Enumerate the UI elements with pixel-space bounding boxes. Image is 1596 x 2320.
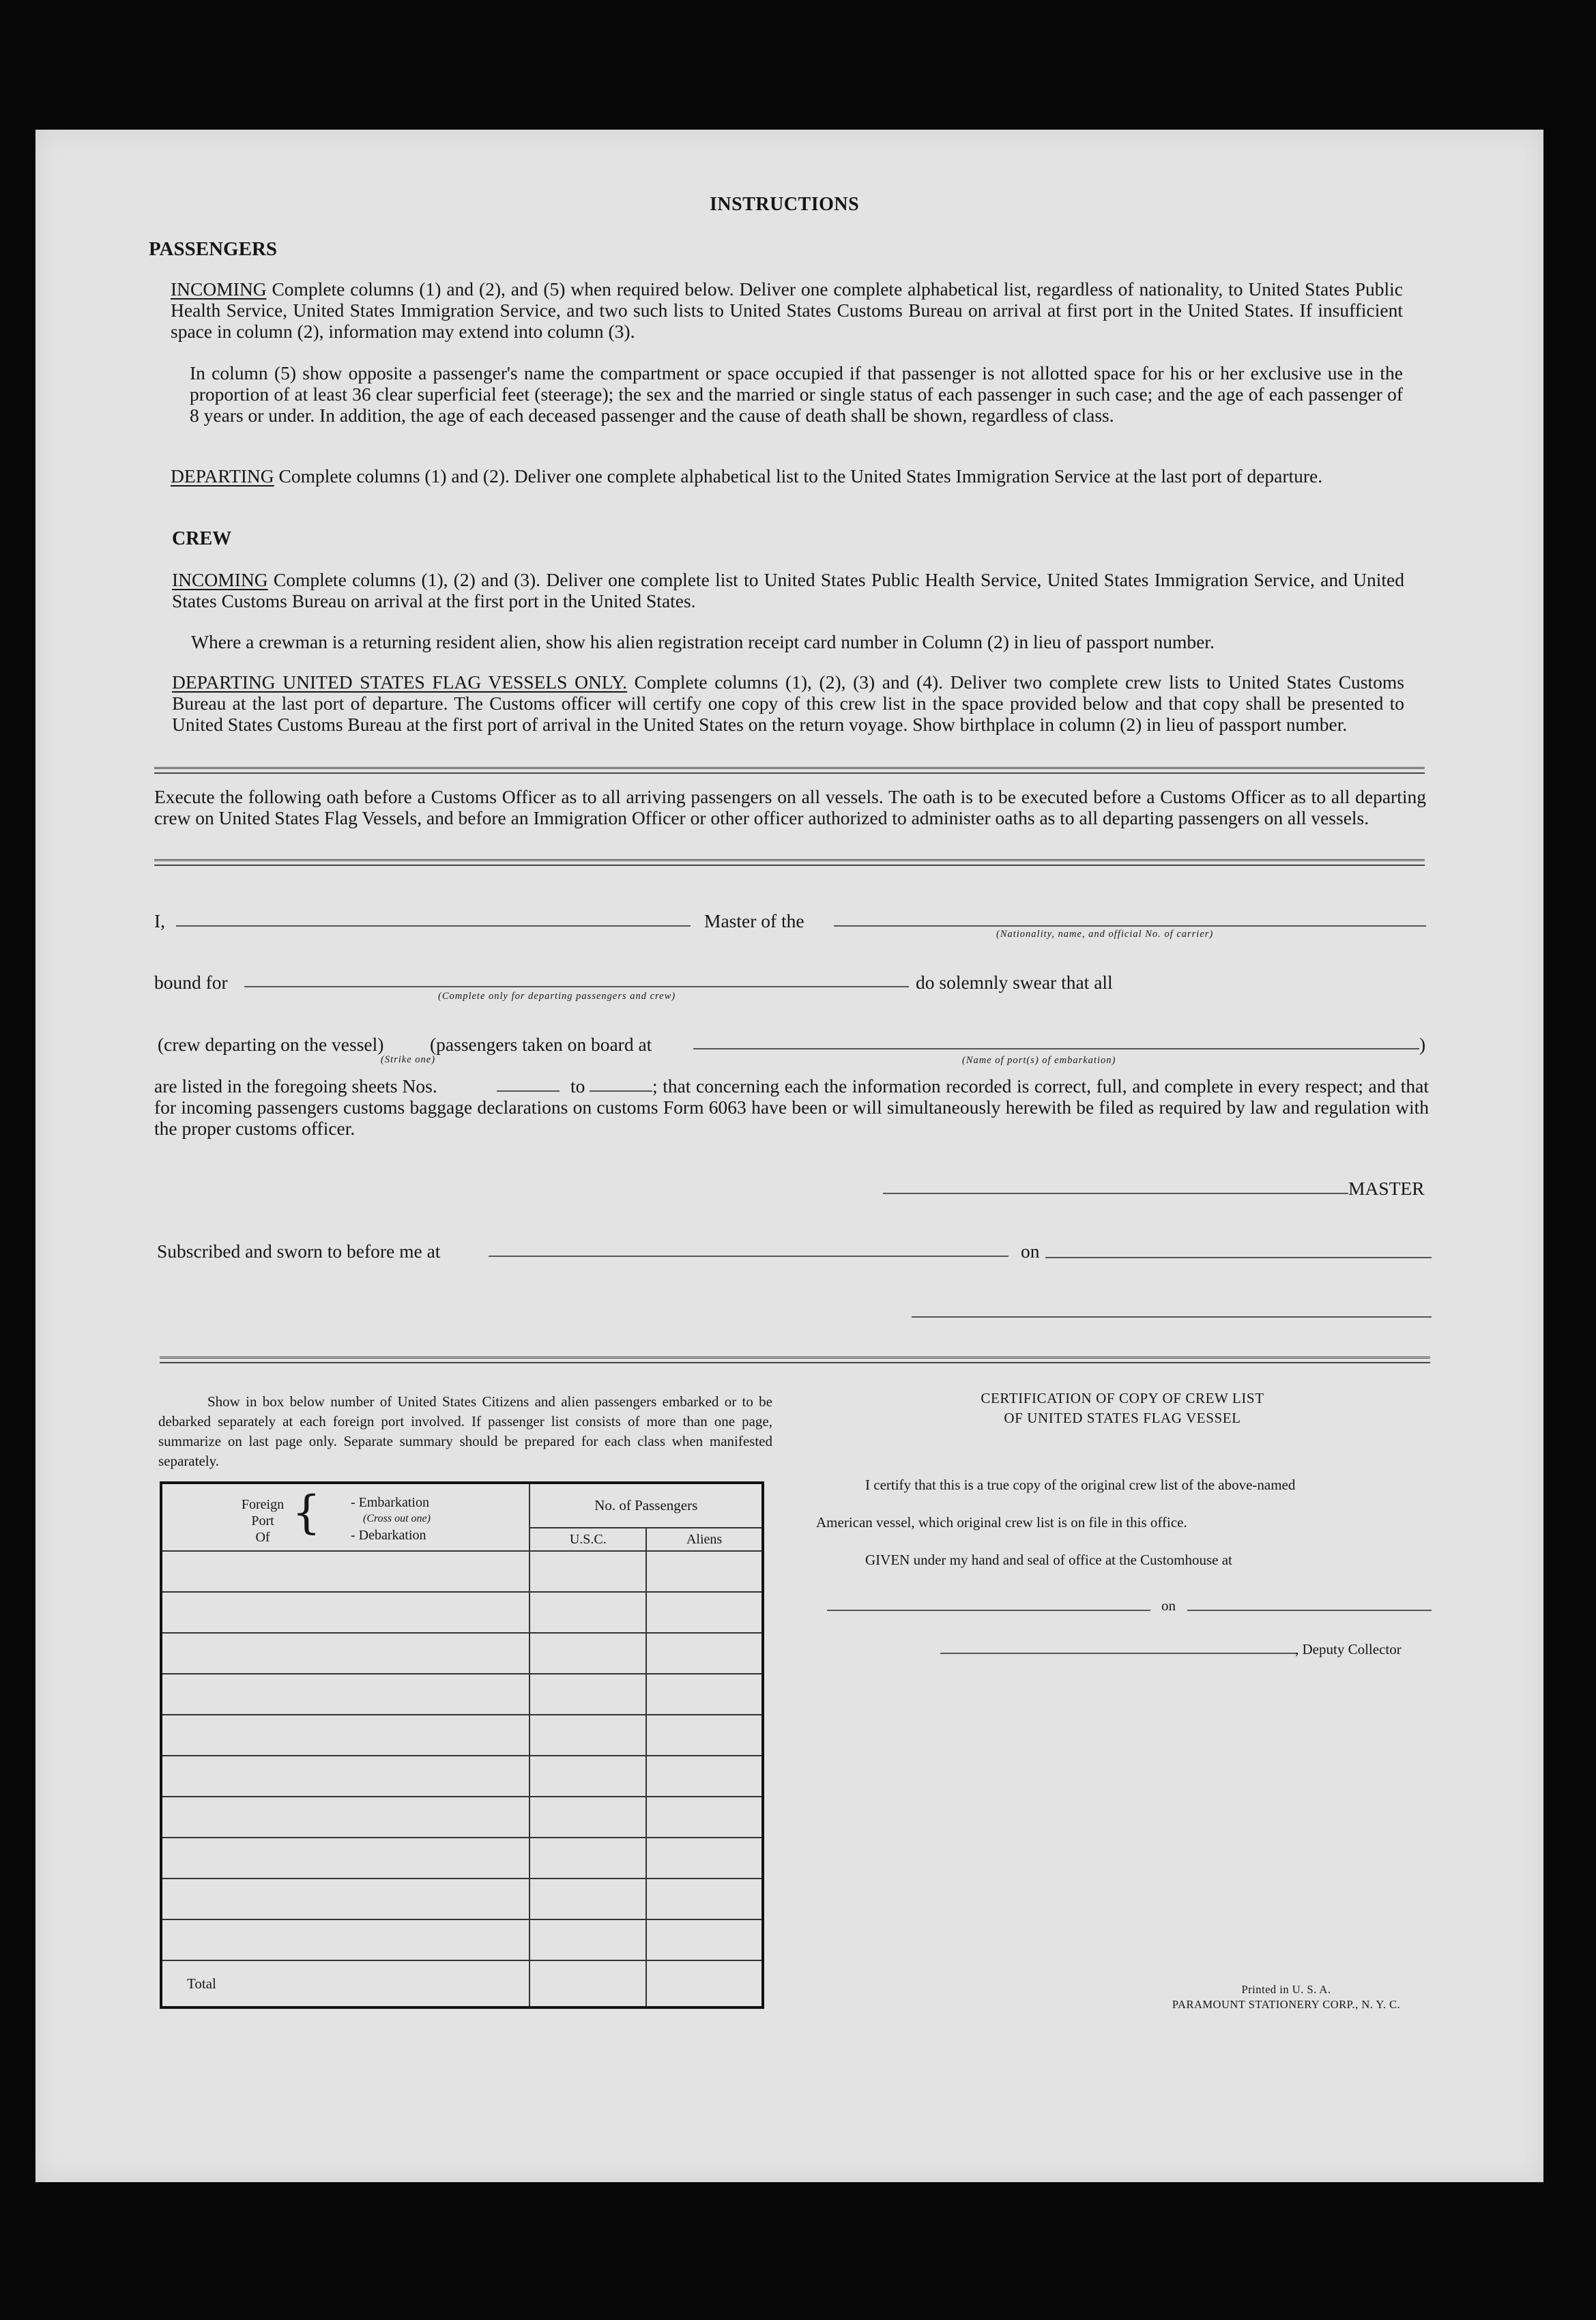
certify-text-b: American vessel, which original crew list is on file in this office. bbox=[816, 1514, 1187, 1531]
crew-heading: CREW bbox=[172, 528, 232, 549]
passengers-departing-label: DEPARTING bbox=[171, 465, 274, 487]
aliens-cell[interactable] bbox=[646, 1715, 763, 1756]
passengers-incoming-text: Complete columns (1) and (2), and (5) when required below. Deliver one complete alphabetical list, regardless of nationality, to United States Public Health Service, United States Immigration Service, and two such lists to United States Customs Bureau on arrival at first port in the United States. If insufficient space in column (2), information may extend into column (3). bbox=[171, 278, 1403, 342]
section-divider bbox=[154, 859, 1425, 866]
crew-departing-text: Complete columns (1), (2), (3) and (4). Deliver two complete crew lists to United States Customs Bureau at the last port of departure. The Customs officer will certify one copy of this crew list in the space provided below and that copy shall be presented to United States Customs Bureau at the first port of arrival in the United States on the return voyage. Show birthplace in column (2) in lieu of passport number. bbox=[172, 671, 1404, 735]
cross-out-hint: (Cross out one) bbox=[363, 1513, 431, 1524]
usc-cell[interactable] bbox=[529, 1592, 646, 1633]
given-text: GIVEN under my hand and seal of office at the Customhouse at bbox=[865, 1552, 1232, 1568]
no-passengers-header: No. of Passengers bbox=[529, 1483, 763, 1528]
destination-line[interactable] bbox=[244, 986, 909, 987]
usc-cell[interactable] bbox=[529, 1715, 646, 1756]
usc-cell[interactable] bbox=[529, 1838, 646, 1879]
embarkation-port-line[interactable] bbox=[693, 1048, 1419, 1049]
port-cell[interactable] bbox=[161, 1879, 529, 1919]
passengers-incoming-label: INCOMING bbox=[171, 278, 267, 300]
table-row bbox=[161, 1919, 763, 1960]
passengers-heading: PASSENGERS bbox=[149, 238, 278, 260]
port-header-cell bbox=[161, 1483, 529, 1551]
subscribed-label: Subscribed and sworn to before me at bbox=[157, 1241, 441, 1262]
crew-incoming-paragraph bbox=[172, 569, 1404, 611]
usc-cell[interactable] bbox=[529, 1919, 646, 1960]
port-cell[interactable] bbox=[161, 1715, 529, 1756]
listed-sheets-label: are listed in the foregoing sheets Nos. bbox=[154, 1075, 437, 1097]
master-of-label: Master of the bbox=[704, 910, 804, 931]
oath-statement: ; that concerning each the information recorded is correct, full, and complete in every respect; and that for incoming passengers customs baggage declarations on customs Form 6063 have been or will simultaneously herewith be filed as required by law and regulation with the proper customs officer. bbox=[154, 1075, 1429, 1139]
table-row bbox=[161, 1756, 763, 1797]
master-name-line[interactable] bbox=[176, 925, 691, 927]
debarkation-label: - Debarkation bbox=[351, 1528, 426, 1543]
port-cell[interactable] bbox=[161, 1838, 529, 1879]
aliens-cell[interactable] bbox=[646, 1674, 763, 1715]
table-row bbox=[161, 1879, 763, 1919]
certification-on-label: on bbox=[1161, 1597, 1176, 1614]
usc-cell[interactable] bbox=[529, 1674, 646, 1715]
crew-departing-option: (crew departing on the vessel) bbox=[158, 1034, 384, 1055]
port-cell[interactable] bbox=[161, 1756, 529, 1797]
complete-only-hint: (Complete only for departing passengers and crew) bbox=[438, 991, 676, 1002]
usc-cell[interactable] bbox=[529, 1756, 646, 1797]
section-divider bbox=[160, 1357, 1430, 1363]
foreign-label: Foreign bbox=[241, 1497, 285, 1512]
certification-date-line[interactable] bbox=[1187, 1610, 1432, 1611]
printer-name: PARAMOUNT STATIONERY CORP., N. Y. C. bbox=[1172, 1998, 1401, 2011]
table-row bbox=[161, 1838, 763, 1879]
usc-header: U.S.C. bbox=[529, 1528, 646, 1551]
oath-instructions: Execute the following oath before a Customs Officer as to all arriving passengers on all vessels. The oath is to be executed before a Customs Officer as to all departing crew on United States Flag Vessels, and before an Immigration Officer or other officer authorized to administer oaths as to all departing passengers on all vessels. bbox=[154, 786, 1426, 828]
port-cell[interactable] bbox=[161, 1797, 529, 1838]
port-cell[interactable] bbox=[161, 1551, 529, 1592]
aliens-cell[interactable] bbox=[646, 1879, 763, 1919]
deputy-signature-line[interactable] bbox=[940, 1653, 1298, 1654]
certification-title-line2: OF UNITED STATES FLAG VESSEL bbox=[1004, 1410, 1241, 1426]
aliens-header: Aliens bbox=[646, 1528, 763, 1551]
crew-resident-paragraph: Where a crewman is a returning resident alien, show his alien registration receipt card number in Column (2) in lieu of passport number. bbox=[191, 631, 1215, 652]
customhouse-line[interactable] bbox=[827, 1610, 1150, 1611]
aliens-cell[interactable] bbox=[646, 1838, 763, 1879]
certification-title-line1: CERTIFICATION OF COPY OF CREW LIST bbox=[981, 1390, 1264, 1406]
crew-departing-label: DEPARTING UNITED STATES FLAG VESSELS ONLY. bbox=[172, 671, 628, 693]
table-row bbox=[161, 1592, 763, 1633]
oath-i-label: I, bbox=[154, 910, 166, 931]
sworn-place-line[interactable] bbox=[489, 1256, 1009, 1257]
total-label: Total bbox=[161, 1960, 529, 2007]
certify-text-a: I certify that this is a true copy of the original crew list of the above-named bbox=[865, 1477, 1296, 1493]
table-header-row bbox=[161, 1483, 763, 1528]
sworn-date-line[interactable] bbox=[1045, 1257, 1432, 1258]
port-label-stack bbox=[239, 1496, 287, 1546]
brace-icon: { bbox=[292, 1486, 321, 1539]
port-cell[interactable] bbox=[161, 1592, 529, 1633]
port-label: Port bbox=[251, 1513, 274, 1528]
section-divider bbox=[154, 767, 1425, 774]
certification-title bbox=[812, 1389, 1433, 1428]
passengers-column5-paragraph: In column (5) show opposite a passenger's name the compartment or space occupied if that passenger is not allotted space for his or her exclusive use in the proportion of at least 36 clear superficial feet (steerage); the sex and the married or single status of each passenger in such case; and the age of each passenger of 8 years or under. In addition, the age of each deceased passenger and the cause of death shall be shown, regardless of class. bbox=[190, 362, 1403, 426]
usc-cell[interactable] bbox=[529, 1633, 646, 1674]
embarkation-label: - Embarkation bbox=[351, 1495, 429, 1510]
table-row bbox=[161, 1674, 763, 1715]
summary-note: Show in box below number of United States Citizens and alien passengers embarked or to be debarked separately at each foreign port involved. If passenger list consists of more than one page, summarize on last page only. Separate summary should be prepared for each class when manifested separately. bbox=[158, 1393, 772, 1469]
aliens-cell[interactable] bbox=[646, 1551, 763, 1592]
printer-imprint bbox=[1126, 1982, 1447, 2012]
officer-signature-line[interactable] bbox=[912, 1316, 1432, 1318]
aliens-cell[interactable] bbox=[646, 1756, 763, 1797]
usc-total-cell[interactable] bbox=[529, 1960, 646, 2007]
crew-incoming-text: Complete columns (1), (2) and (3). Deliver one complete list to United States Public Health Service, United States Immigration Service, and United States Customs Bureau on arrival at the first port in the United States. bbox=[172, 569, 1404, 611]
deputy-collector-label: , Deputy Collector bbox=[1295, 1641, 1402, 1657]
nationality-hint: (Nationality, name, and official No. of carrier) bbox=[996, 929, 1214, 940]
aliens-cell[interactable] bbox=[646, 1633, 763, 1674]
page-title: INSTRUCTIONS bbox=[710, 194, 860, 215]
sworn-on-label: on bbox=[1021, 1241, 1040, 1262]
close-paren: ) bbox=[1419, 1034, 1426, 1055]
table-row bbox=[161, 1715, 763, 1756]
swear-label: do solemnly swear that all bbox=[916, 972, 1113, 993]
aliens-total-cell[interactable] bbox=[646, 1960, 763, 2007]
aliens-cell[interactable] bbox=[646, 1919, 763, 1960]
passengers-incoming-paragraph bbox=[171, 278, 1403, 342]
usc-cell[interactable] bbox=[529, 1879, 646, 1919]
master-label: MASTER bbox=[1348, 1178, 1425, 1199]
port-name-hint: (Name of port(s) of embarkation) bbox=[962, 1055, 1116, 1066]
carrier-line[interactable] bbox=[834, 925, 1426, 927]
master-signature-line[interactable] bbox=[883, 1193, 1348, 1194]
crew-incoming-label: INCOMING bbox=[172, 569, 268, 590]
total-row bbox=[161, 1960, 763, 2007]
passengers-departing-paragraph bbox=[171, 465, 1403, 487]
printed-in-label: Printed in U. S. A. bbox=[1241, 1983, 1331, 1996]
passengers-departing-text: Complete columns (1) and (2). Deliver one complete alphabetical list to the United States Immigration Service at the last port of departure. bbox=[274, 465, 1323, 487]
table-row bbox=[161, 1797, 763, 1838]
table-row bbox=[161, 1633, 763, 1674]
crew-departing-paragraph bbox=[172, 671, 1404, 735]
bound-for-label: bound for bbox=[154, 972, 228, 993]
passenger-summary-table bbox=[160, 1481, 764, 2009]
table-row bbox=[161, 1551, 763, 1592]
aliens-cell[interactable] bbox=[646, 1797, 763, 1838]
passengers-taken-option: (passengers taken on board at bbox=[430, 1034, 652, 1055]
usc-cell[interactable] bbox=[529, 1551, 646, 1592]
port-cell[interactable] bbox=[161, 1674, 529, 1715]
usc-cell[interactable] bbox=[529, 1797, 646, 1838]
aliens-cell[interactable] bbox=[646, 1592, 763, 1633]
strike-one-hint: (Strike one) bbox=[381, 1054, 436, 1065]
port-cell[interactable] bbox=[161, 1919, 529, 1960]
of-label: Of bbox=[255, 1530, 270, 1545]
listed-to-label: to bbox=[570, 1075, 585, 1097]
port-cell[interactable] bbox=[161, 1633, 529, 1674]
